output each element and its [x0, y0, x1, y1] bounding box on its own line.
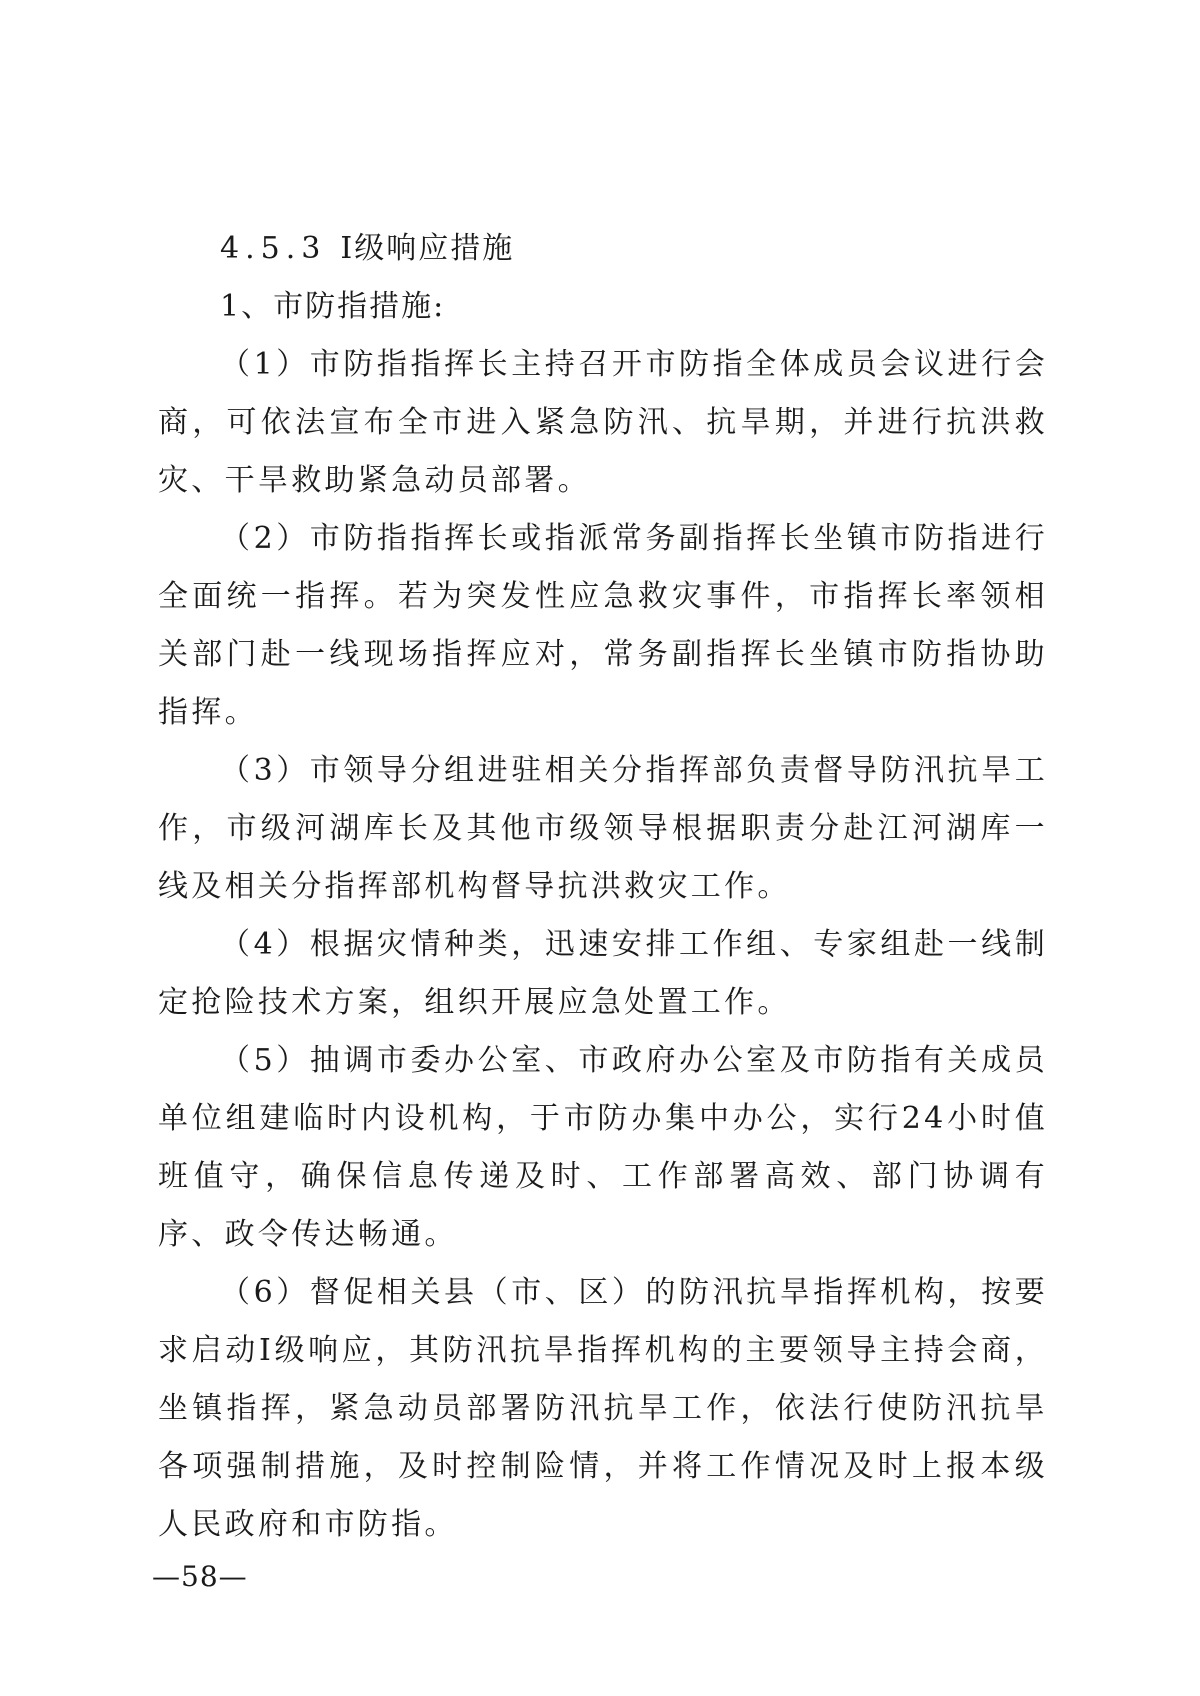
page-number: —58—: [152, 1560, 248, 1593]
subheading: 1、市防指措施:: [220, 289, 446, 324]
document-body: [158, 220, 1048, 1554]
section-number: 4.5.3: [220, 231, 327, 266]
paragraph-5: （5）抽调市委办公室、市政府办公室及市防指有关成员单位组建临时内设机构，于市防办集中办公，实行24小时值班值守，确保信息传递及时、工作部署高效、部门协调有序、政令传达畅通。: [158, 1043, 1048, 1252]
paragraph-4: （4）根据灾情种类，迅速安排工作组、专家组赴一线制定抢险技术方案，组织开展应急处置工作。: [158, 927, 1048, 1020]
section-title: Ⅰ级响应措施: [340, 231, 515, 266]
paragraph-2: （2）市防指指挥长或指派常务副指挥长坐镇市防指进行全面统一指挥。若为突发性应急救灾事件，市指挥长率领相关部门赴一线现场指挥应对，常务副指挥长坐镇市防指协助指挥。: [158, 521, 1048, 730]
paragraph-6: （6）督促相关县（市、区）的防汛抗旱指挥机构，按要求启动Ⅰ级响应，其防汛抗旱指挥机构的主要领导主持会商，坐镇指挥，紧急动员部署防汛抗旱工作，依法行使防汛抗旱各项强制措施，及时控制险情，并将工作情况及时上报本级人民政府和市防指。: [158, 1275, 1048, 1542]
paragraph-3: （3）市领导分组进驻相关分指挥部负责督导防汛抗旱工作，市级河湖库长及其他市级领导根据职责分赴江河湖库一线及相关分指挥部机构督导抗洪救灾工作。: [158, 753, 1048, 904]
paragraph-1: （1）市防指指挥长主持召开市防指全体成员会议进行会商，可依法宣布全市进入紧急防汛、抗旱期，并进行抗洪救灾、干旱救助紧急动员部署。: [158, 347, 1048, 498]
section-heading: [158, 220, 1048, 278]
